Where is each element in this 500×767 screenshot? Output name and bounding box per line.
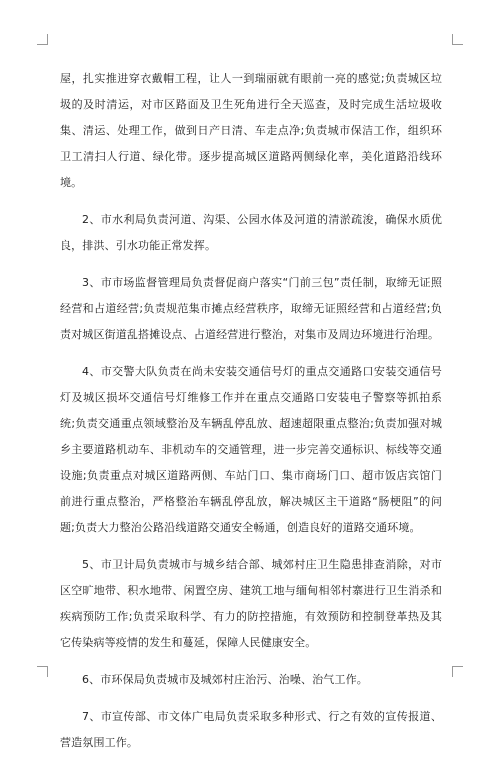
- paragraph-item-5: 5、市卫计局负责城市与城乡结合部、城郊村庄卫生隐患排查消除，对市区空旷地带、积水地带、闲置空房、建筑工地与缅甸相邻村寨进行卫生消杀和疾病预防工作;负责采取科学、有力的防控措施，有效预防和控制登革热及其它传染病等疫情的发生和蔓延，保障人民健康安全。: [60, 558, 442, 649]
- paragraph-item-4: 4、市交警大队负责在尚未安装交通信号灯的重点交通路口安装交通信号灯及城区损坏交通信号灯维修工作并在重点交通路口安装电子警察等抓拍系统;负责交通重点领域整治及车辆乱停乱放、超速超限重点整治;负责加强对城乡主要道路机动车、非机动车的交通管理，进一步完善交通标识、标线等交通设施;负责重点对城区道路两侧、车站门口、集市商场门口、超市饭店宾馆门前进行重点整治，严格整治车辆乱停乱放，解决城区主干道路“肠梗阻”的问题;负责大力整治公路沿线道路交通安全畅通，创造良好的道路交通环境。: [60, 365, 442, 534]
- crop-mark-bottom-left: [37, 666, 48, 677]
- paragraph-continuation: 屋，扎实推进穿衣戴帽工程，让人一到瑞丽就有眼前一亮的感觉;负责城区垃圾的及时清运，对市区路面及卫生死角进行全天巡查，及时完成生活垃圾收集、清运、处理工作，做到日产日清、车走点净;负责城市保洁工作，组织环卫工清扫人行道、绿化带。逐步提高城区道路两侧绿化率，美化道路沿线环境。: [60, 72, 442, 189]
- document-body: [60, 66, 442, 767]
- paragraph-item-7: 7、市宣传部、市文体广电局负责采取多种形式、行之有效的宣传报道、营造氛围工作。: [60, 710, 442, 749]
- crop-mark-top-right: [452, 34, 463, 45]
- paragraph-item-3: 3、市市场监督管理局负责督促商户落实“门前三包”责任制，取缔无证照经营和占道经营;负责规范集市摊点经营秩序，取缔无证照经营和占道经营;负责对城区街道乱搭摊设点、占道经营进行整治，对集市及周边环境进行治理。: [60, 276, 442, 341]
- crop-mark-top-left: [37, 34, 48, 45]
- paragraph-item-2: 2、市水利局负责河道、沟渠、公园水体及河道的清淤疏浚，确保水质优良，排洪、引水功能正常发挥。: [60, 213, 442, 252]
- paragraph-item-6: 6、市环保局负责城市及城郊村庄治污、治噪、治气工作。: [82, 673, 368, 686]
- crop-mark-bottom-right: [452, 666, 463, 677]
